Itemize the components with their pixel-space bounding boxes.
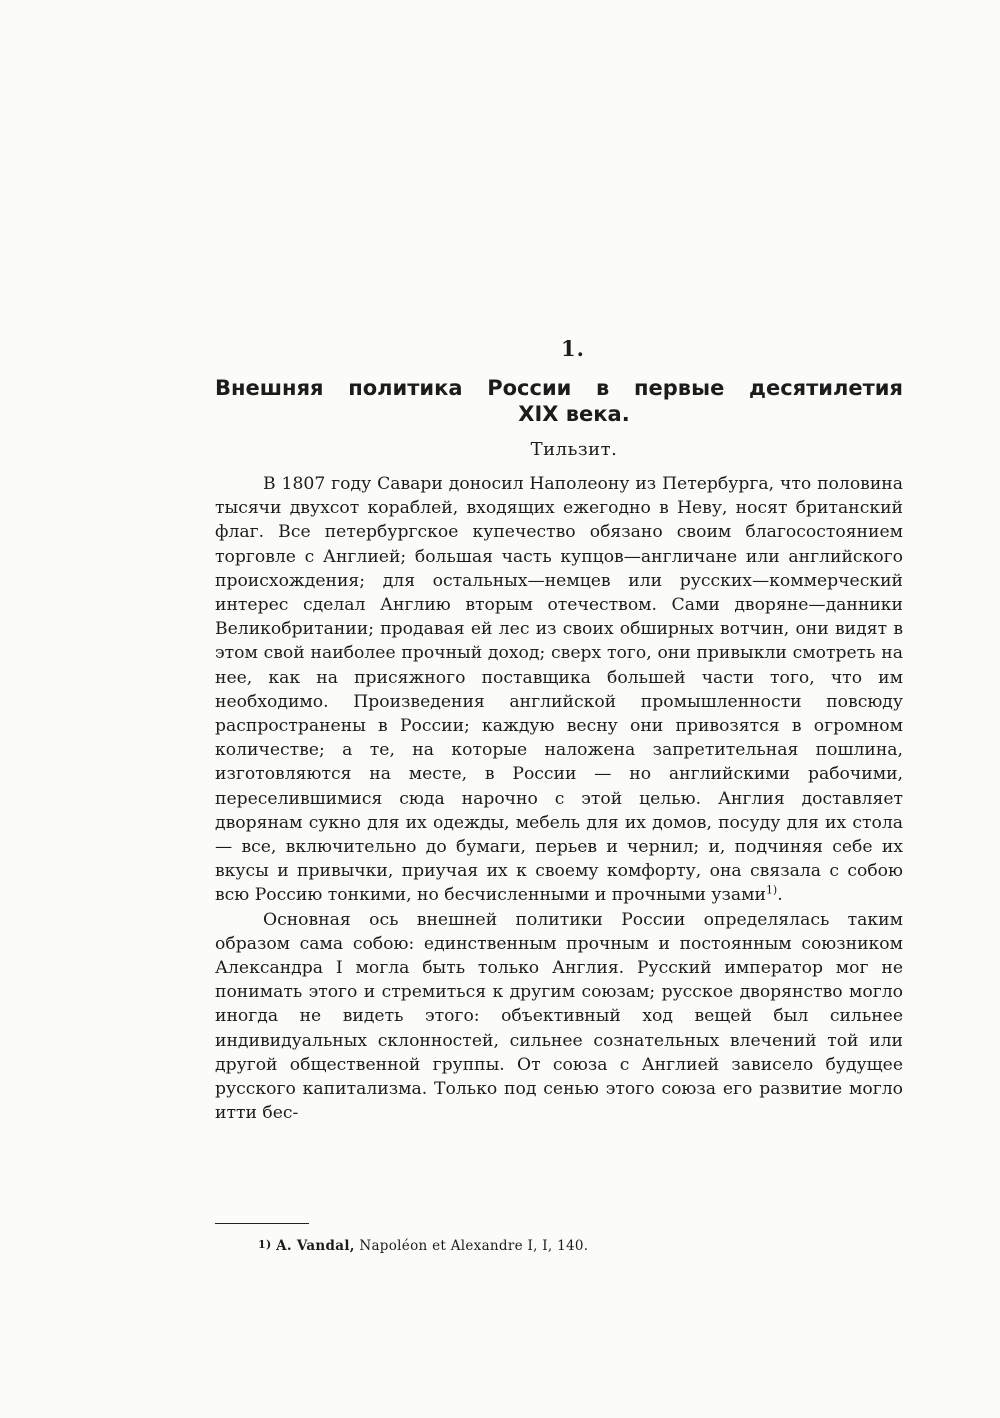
paragraph-1-end: . — [777, 885, 783, 906]
paragraph-1-text: В 1807 году Савари доносил Наполеону из Петербурга, что половина тысячи двухсот кораблей, входящих ежегодно в Неву, носят британский флаг. Все петербургское купечество обязано своим благосостоянием торговле с Англией; большая часть купцов—англичане или английского происхождения; для остальных—немцев или русских—коммерческий интерес сделал Англию вторым отечеством. Сами дворяне—данники Великобритании; продавая ей лес из своих обширных вотчин, они видят в этом свой наиболее прочный доход; сверх того, они привыкли смотреть на нее, как на присяжного поставщика большей части того, что им необходимо. Произведения английской промышленности повсюду распространены в России; каждую весну они привозятся в огромном количестве; а те, на которые наложена запретительная пошлина, изготовляются на месте, в России — но английскими рабочими, переселившимися сюда нарочно с этой целью. Англия доставляет дворянам сукно для их одежды, мебель для их домов, посуду для их стола — все, включительно до бумаги, перьев и чернил; и, подчиняя себе их вкусы и привычки, приучая их к своему комфорту, она связала с собою всю Россию тонкими, но бесчисленными и прочными узами — [215, 474, 903, 906]
footnote-author: A. Vandal, — [276, 1238, 355, 1254]
body-paragraph-2: Основная ось внешней политики России определялась таким образом сама собою: единственным прочным и постоянным союзником Александра I могла быть только Англия. Русский император мог не понимать этого и стремиться к другим союзам; русское дворянство могло иногда не видеть этого: объективный ход вещей был сильнее индивидуальных склонностей, сильнее сознательных влечений той или другой общественной группы. От союза с Англией зависело будущее русского капитализма. Только под сенью этого союза его развитие могло итти бес- — [215, 909, 903, 1124]
chapter-number: 1. — [561, 336, 585, 361]
footnote-source: Napoléon et Alexandre I, I, 140. — [359, 1238, 589, 1254]
page-content — [215, 336, 903, 1125]
footnote-reference[interactable]: 1) — [765, 883, 778, 897]
chapter-title-line-2: XIX века. — [518, 402, 630, 426]
footnote — [258, 1238, 588, 1254]
chapter-title-line-1: Внешняя политика России в первые десятилетия — [215, 376, 903, 400]
footnote-marker: 1) — [258, 1238, 272, 1251]
body-paragraph-1 — [215, 472, 903, 908]
chapter-title — [215, 375, 903, 427]
section-title: Тильзит. — [530, 439, 618, 460]
footnote-divider — [215, 1223, 309, 1224]
